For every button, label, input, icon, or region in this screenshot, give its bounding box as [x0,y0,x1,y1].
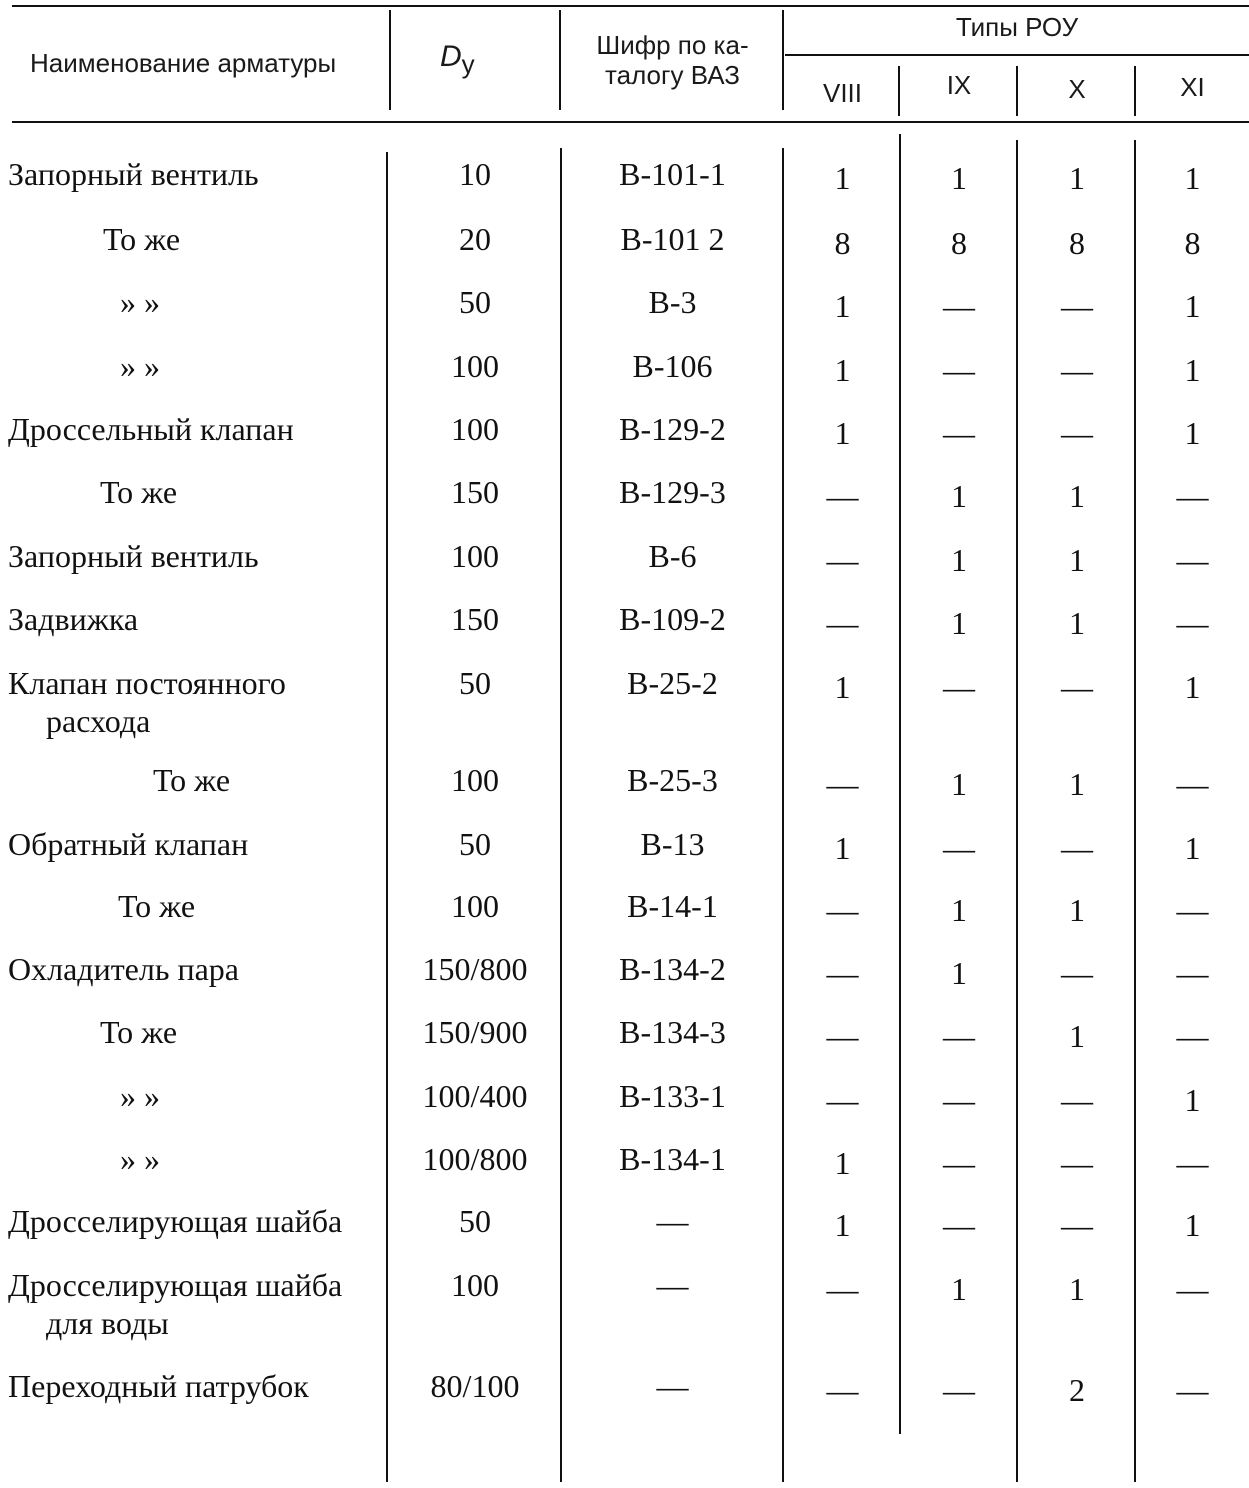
row-14-type-viii: — [826,1018,859,1054]
row-19-type-ix: — [943,1372,975,1408]
row-18-type-viii: — [826,1271,859,1307]
row-16-type-xi: — [1176,1145,1209,1181]
row-6-dy: 150 [451,474,499,510]
row-3-type-xi: 1 [1184,288,1201,324]
row-14-type-ix: — [943,1018,975,1054]
row-12-type-x: 1 [1069,892,1085,928]
row-4-type-xi: 1 [1184,352,1201,388]
row-name-line-2: для воды [46,1305,169,1341]
row-14-type-x: 1 [1069,1018,1085,1054]
row-15-type-xi: 1 [1184,1082,1201,1118]
row-name-line: Задвижка [8,601,139,637]
row-name-line: Запорный вентиль [8,156,259,192]
row-9-name [8,664,388,740]
row-9-dy: 50 [459,665,491,701]
row-name-line: То же [100,1014,178,1050]
row-1-name [8,155,388,193]
row-3-name [8,283,388,321]
header-name: Наименование арматуры [30,48,337,78]
row-6-type-x: 1 [1069,478,1085,514]
row-6-type-viii: — [826,478,859,514]
row-1-type-ix: 1 [951,160,967,196]
header-sep-1 [389,10,391,110]
row-16-type-x: — [1061,1145,1093,1181]
row-17-type-viii: 1 [834,1207,851,1243]
row-name-line: Обратный клапан [8,826,249,862]
header-sep-4 [898,66,900,116]
row-7-name [8,537,388,575]
row-8-type-x: 1 [1069,605,1085,641]
row-name-line: » » [120,284,160,320]
row-2-type-xi: 8 [1184,225,1201,261]
row-4-type-x: — [1061,352,1093,388]
row-1-type-x: 1 [1069,160,1085,196]
row-4-name [8,347,388,385]
row-13-dy: 150/800 [422,951,528,987]
row-17-type-ix: — [943,1207,975,1243]
row-7-type-ix: 1 [951,542,967,578]
row-7-type-viii: — [826,542,859,578]
row-18-code: — [656,1267,689,1303]
row-19-code: — [656,1368,689,1404]
row-10-type-viii: — [826,766,859,802]
header-type-viii: VIII [822,78,862,108]
row-12-type-xi: — [1176,892,1209,928]
row-15-dy: 100/400 [422,1078,528,1114]
row-8-type-viii: — [826,605,859,641]
row-4-dy: 100 [451,348,499,384]
row-9-type-ix: — [943,669,975,705]
row-12-code: В-14-1 [627,888,718,924]
row-name-line: Охладитель пара [8,951,239,987]
row-15-type-x: — [1061,1082,1093,1118]
row-name-line-2: расхода [46,703,151,739]
row-10-dy: 100 [451,762,499,798]
row-name-line: Клапан постоянного [8,665,286,701]
row-15-code: В-133-1 [619,1078,726,1114]
row-5-type-xi: 1 [1184,415,1201,451]
row-17-type-x: — [1061,1207,1093,1243]
header-type-x: X [1068,74,1086,104]
row-7-dy: 100 [451,538,499,574]
row-11-name [8,825,388,863]
row-8-name [8,600,388,638]
row-9-code: В-25-2 [627,665,718,701]
row-10-type-x: 1 [1069,766,1085,802]
header-sep-5 [1016,66,1018,116]
row-14-code: В-134-3 [619,1014,726,1050]
row-17-dy: 50 [459,1203,491,1239]
row-10-name [8,761,388,799]
row-6-code: В-129-3 [619,474,726,510]
row-name-line: Переходный патрубок [8,1368,309,1404]
header-code: Шифр по ка- талогу ВАЗ [596,30,749,90]
header-bottom-rule [12,121,1249,123]
row-5-dy: 100 [451,411,499,447]
header-types-group: Типы РОУ [955,12,1079,42]
row-16-type-viii: 1 [834,1145,851,1181]
row-6-name [8,473,388,511]
row-1-type-viii: 1 [834,160,851,196]
row-14-dy: 150/900 [422,1014,528,1050]
row-8-code: В-109-2 [619,601,726,637]
row-10-type-xi: — [1176,766,1209,802]
row-16-type-ix: — [943,1145,975,1181]
row-15-type-ix: — [943,1082,975,1118]
row-4-type-viii: 1 [834,352,851,388]
row-12-name [8,887,388,925]
types-group-rule [785,54,1249,56]
row-7-code: В-6 [648,538,697,574]
row-12-type-viii: — [826,892,859,928]
row-14-type-xi: — [1176,1018,1209,1054]
row-19-type-viii: — [826,1372,859,1408]
row-1-type-xi: 1 [1184,160,1201,196]
row-5-name [8,410,388,448]
row-18-type-x: 1 [1069,1271,1085,1307]
row-3-code: В-3 [648,284,697,320]
header-dy-sub: у [461,49,475,79]
row-name-line: Запорный вентиль [8,538,259,574]
row-8-type-ix: 1 [951,605,967,641]
row-2-code: В-101 2 [620,221,725,257]
row-8-type-xi: — [1176,605,1209,641]
row-5-code: В-129-2 [619,411,726,447]
row-13-name [8,950,388,988]
row-11-type-viii: 1 [834,830,851,866]
row-11-type-ix: — [943,830,975,866]
row-12-type-ix: 1 [951,892,967,928]
row-13-type-ix: 1 [951,955,967,991]
header-sep-2 [559,10,561,110]
row-9-type-x: — [1061,669,1093,705]
row-17-name [8,1202,388,1240]
row-10-code: В-25-3 [627,762,718,798]
row-13-code: В-134-2 [619,951,726,987]
row-2-type-x: 8 [1069,225,1085,261]
header-top-rule [12,5,1249,7]
row-5-type-ix: — [943,415,975,451]
row-name-line: То же [100,474,178,510]
row-3-type-ix: — [943,288,975,324]
row-7-type-x: 1 [1069,542,1085,578]
row-1-code: В-101-1 [619,156,726,192]
row-13-type-xi: — [1176,955,1209,991]
row-19-type-xi: — [1176,1372,1209,1408]
row-12-dy: 100 [451,888,499,924]
row-7-type-xi: — [1176,542,1209,578]
row-4-type-ix: — [943,352,975,388]
row-4-code: В-106 [632,348,713,384]
row-3-type-viii: 1 [834,288,851,324]
row-8-dy: 150 [451,601,499,637]
row-15-name [8,1077,388,1115]
row-name-line: » » [120,348,160,384]
row-name-line: Дроссельный клапан [8,411,294,447]
row-18-type-ix: 1 [951,1271,967,1307]
row-19-dy: 80/100 [430,1368,520,1404]
row-18-dy: 100 [451,1267,499,1303]
row-5-type-viii: 1 [834,415,851,451]
row-17-code: — [656,1203,689,1239]
row-18-type-xi: — [1176,1271,1209,1307]
row-5-type-x: — [1061,415,1093,451]
row-name-line: То же [103,221,181,257]
row-19-type-x: 2 [1069,1372,1085,1408]
row-16-code: В-134-1 [619,1141,726,1177]
row-17-type-xi: 1 [1184,1207,1201,1243]
header-dy-main: D [440,40,462,73]
row-name-line: Дросселирующая шайба [8,1267,343,1303]
row-16-dy: 100/800 [422,1141,528,1177]
row-16-name [8,1140,388,1178]
header-sep-6 [1134,66,1136,116]
header-dy [440,40,475,80]
row-2-type-ix: 8 [951,225,967,261]
row-name-line: То же [118,888,196,924]
row-name-line: Дросселирующая шайба [8,1203,343,1239]
row-11-type-xi: 1 [1184,830,1201,866]
header-sep-3 [782,10,784,110]
row-3-type-x: — [1061,288,1093,324]
row-13-type-viii: — [826,955,859,991]
row-9-type-xi: 1 [1184,669,1201,705]
row-10-type-ix: 1 [951,766,967,802]
row-1-dy: 10 [459,156,491,192]
row-name-line: » » [120,1141,160,1177]
row-name-line: » » [120,1078,160,1114]
row-2-name [8,220,388,258]
row-13-type-x: — [1061,955,1093,991]
row-18-name [8,1266,388,1342]
row-2-dy: 20 [459,221,491,257]
row-19-name [8,1367,388,1405]
row-6-type-xi: — [1176,478,1209,514]
header-type-ix: IX [946,70,972,100]
header-type-xi: XI [1180,72,1205,102]
row-3-dy: 50 [459,284,491,320]
row-14-name [8,1013,388,1051]
row-11-dy: 50 [459,826,491,862]
row-11-type-x: — [1061,830,1093,866]
row-9-type-viii: 1 [834,669,851,705]
row-2-type-viii: 8 [834,225,851,261]
row-name-line: То же [153,762,231,798]
row-11-code: В-13 [640,826,705,862]
row-15-type-viii: — [826,1082,859,1118]
row-6-type-ix: 1 [951,478,967,514]
